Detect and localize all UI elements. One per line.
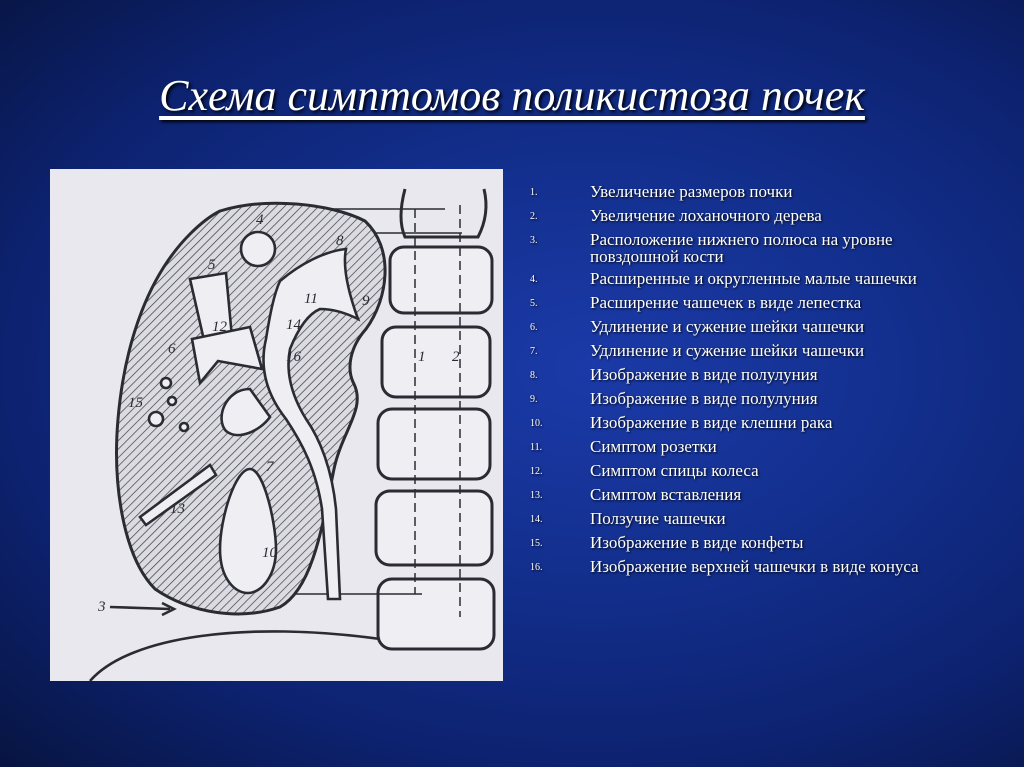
label-11: 11 — [304, 291, 318, 307]
label-4: 4 — [256, 212, 264, 228]
list-item — [530, 294, 960, 313]
iliac-bone — [90, 631, 380, 681]
label-7: 7 — [266, 459, 274, 475]
list-item — [530, 342, 960, 361]
list-item — [530, 558, 960, 577]
item-text: Изображение в виде конфеты — [590, 533, 804, 552]
item-number: 9. — [530, 394, 538, 405]
item-text: Удлинение и сужение шейки чашечки — [590, 317, 865, 336]
item-number: 14. — [530, 514, 543, 525]
label-16: 16 — [286, 349, 301, 365]
vertebra — [376, 491, 492, 565]
item-text: Расширенные и округленные малые чашечки — [590, 269, 917, 288]
cyst — [161, 378, 171, 388]
item-text: Ползучие чашечки — [590, 509, 726, 528]
item-text: Изображение верхней чашечки в виде конуса — [590, 557, 919, 576]
item-number: 12. — [530, 466, 543, 477]
item-number: 2. — [530, 211, 538, 222]
label-6: 6 — [168, 341, 176, 357]
list-item — [530, 366, 960, 385]
item-text: Увеличение лоханочного дерева — [590, 206, 822, 225]
arrow-3 — [110, 607, 170, 609]
label-15: 15 — [128, 395, 143, 411]
list-item — [530, 534, 960, 553]
list-item — [530, 414, 960, 433]
item-text: Расширение чашечек в виде лепестка — [590, 293, 862, 312]
item-text: Изображение в виде полулуния — [590, 389, 818, 408]
cyst — [149, 412, 163, 426]
item-number: 16. — [530, 562, 543, 573]
item-number: 8. — [530, 370, 538, 381]
list-item — [530, 207, 960, 226]
label-12: 12 — [212, 319, 227, 335]
label-5: 5 — [208, 257, 216, 273]
item-text: Симптом вставления — [590, 485, 742, 504]
label-1: 1 — [418, 349, 426, 365]
item-number: 15. — [530, 538, 543, 549]
item-number: 10. — [530, 418, 543, 429]
list-item — [530, 438, 960, 457]
label-14: 14 — [286, 317, 301, 333]
item-text: Увеличение размеров почки — [590, 182, 793, 201]
label-3: 3 — [98, 599, 106, 615]
vertebra-top — [401, 189, 486, 237]
label-9: 9 — [362, 293, 370, 309]
label-10: 10 — [262, 545, 277, 561]
list-item — [530, 318, 960, 337]
item-number: 11. — [530, 442, 543, 453]
vertebra — [390, 247, 492, 313]
kidney-diagram — [50, 169, 503, 681]
item-number: 4. — [530, 274, 538, 285]
item-text: Удлинение и сужение шейки чашечки — [590, 341, 865, 360]
item-text: Симптом спицы колеса — [590, 461, 759, 480]
item-number: 7. — [530, 346, 538, 357]
vertebra — [378, 409, 490, 479]
item-text: Изображение в виде клешни рака — [590, 413, 833, 432]
item-number: 1. — [530, 187, 538, 198]
label-13: 13 — [170, 501, 185, 517]
symptom-list — [530, 183, 960, 582]
kidney-diagram-svg — [50, 169, 503, 681]
slide-title: Схема симптомов поликистоза почек — [159, 71, 865, 120]
list-item — [530, 390, 960, 409]
spine — [376, 189, 494, 649]
item-text: Симптом розетки — [590, 437, 717, 456]
vertebra — [378, 579, 494, 649]
item-text: Расположение нижнего полюса на уровне повздошной кости — [590, 230, 893, 266]
label-2: 2 — [452, 349, 460, 365]
cyst — [180, 423, 188, 431]
item-number: 5. — [530, 298, 538, 309]
item-text: Изображение в виде полулуния — [590, 365, 818, 384]
calyx-round — [241, 232, 275, 266]
list-item — [530, 510, 960, 529]
vertebra — [382, 327, 490, 397]
list-item — [530, 486, 960, 505]
item-number: 3. — [530, 235, 538, 246]
label-8: 8 — [336, 233, 344, 249]
cyst — [168, 397, 176, 405]
list-item — [530, 231, 960, 265]
item-number: 13. — [530, 490, 543, 501]
list-item — [530, 183, 960, 202]
item-number: 6. — [530, 322, 538, 333]
list-item — [530, 270, 960, 289]
list-item — [530, 462, 960, 481]
